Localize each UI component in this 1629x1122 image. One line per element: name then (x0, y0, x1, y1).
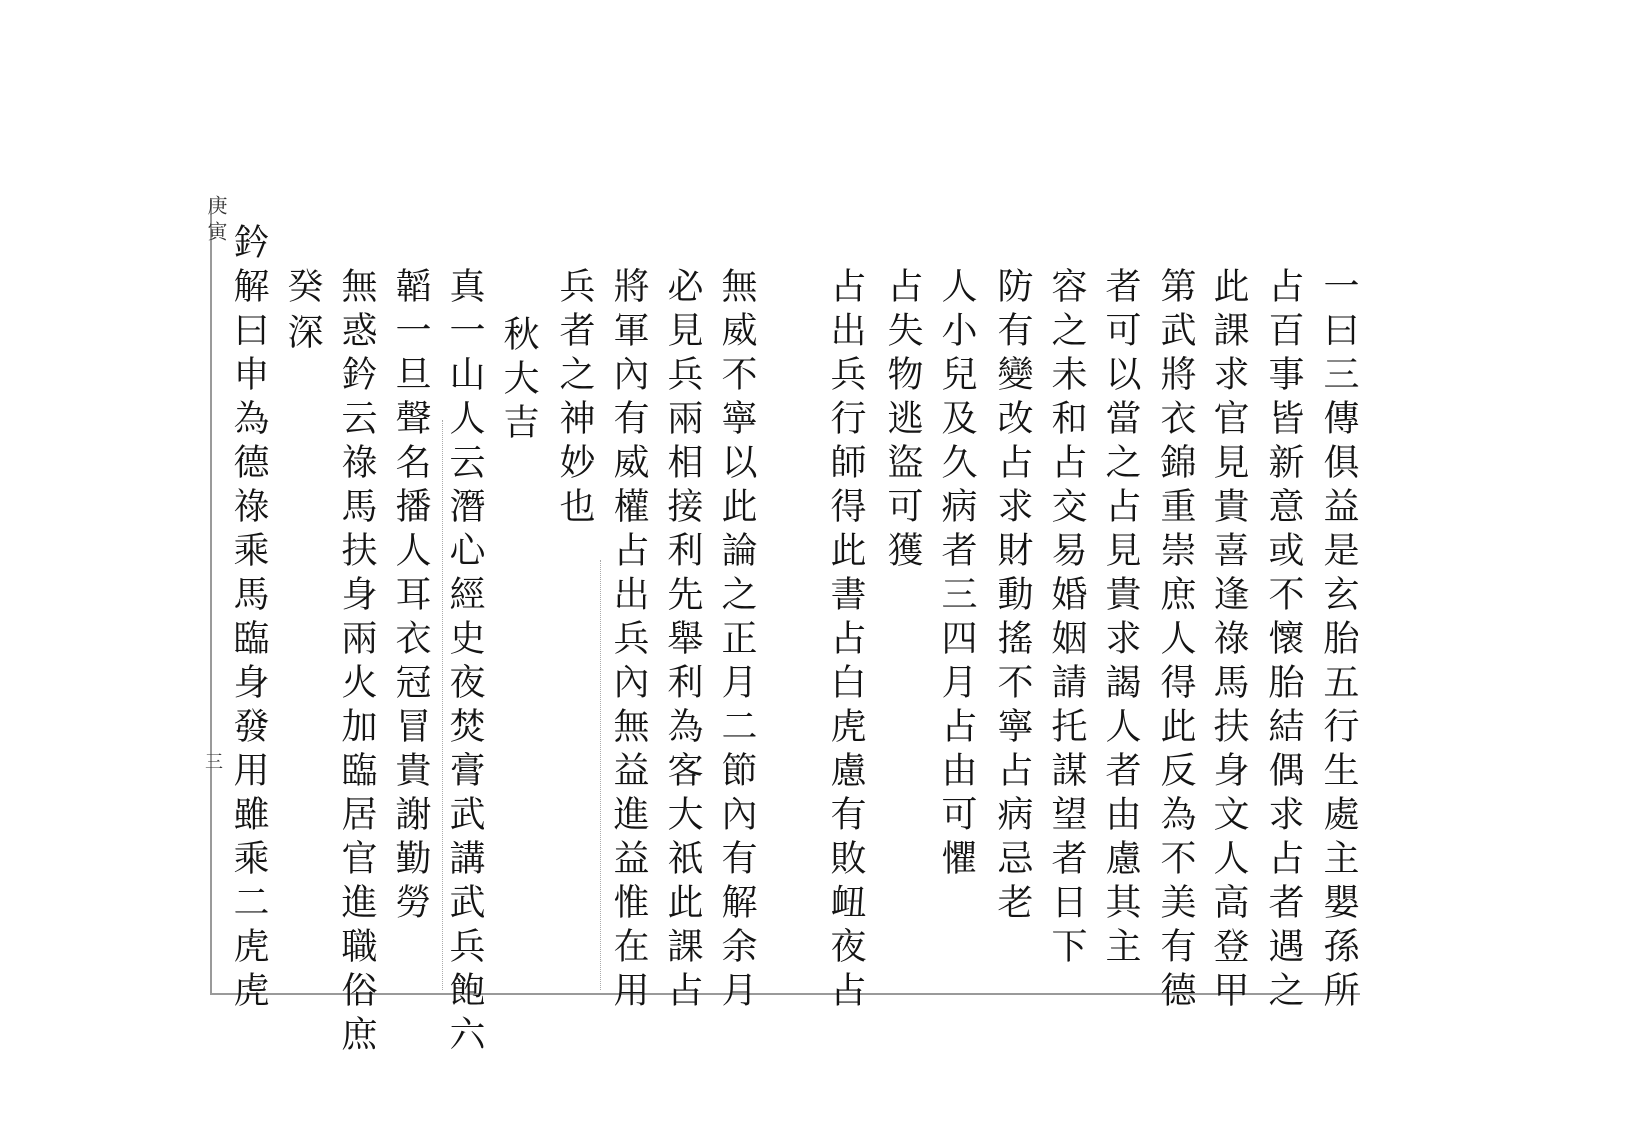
text-column-14: 兵者之神妙也 (554, 267, 595, 531)
text-column-6: 容之未和占交易婚姻請托謀望者日下 (1046, 267, 1087, 971)
text-column-8: 人小兒及久病者三四月占由可懼 (936, 267, 977, 883)
text-column-5: 者可以當之占見貴求謁人者由慮其主 (1100, 267, 1141, 971)
text-column-17: 韜一旦聲名播人耳衣冠冒貴謝勤勞 (390, 267, 431, 927)
text-column-4: 第武將衣錦重崇庶人得此反為不美有德 (1155, 267, 1196, 1015)
text-column-12: 必見兵兩相接利先舉利為客大祇此課占 (662, 267, 703, 1015)
text-column-1: 一曰三傳俱益是玄胎五行生處主嬰孫所 (1318, 267, 1359, 1015)
text-column-11: 無威不寧以此論之正月二節內有解余月 (716, 267, 757, 1015)
text-column-2: 占百事皆新意或不懷胎結偶求占者遇之 (1263, 267, 1304, 1015)
text-block (212, 195, 1432, 1059)
text-column-13: 將軍內有威權占出兵內無益進益惟在用 (608, 267, 649, 1015)
text-column-18: 無惑鈐云祿馬扶身兩火加臨居官進職俗庶 (336, 267, 377, 1059)
text-column-10: 占出兵行師得此書占白虎慮有敗衄夜占 (825, 267, 866, 1015)
text-column-3: 此課求官見貴喜逢祿馬扶身文人高登甲 (1208, 267, 1249, 1015)
text-column-19: 癸深 (282, 267, 323, 359)
text-column-15: 秋大吉 (498, 315, 539, 447)
text-column-7: 防有變改占求財動搖不寧占病忌老 (992, 267, 1033, 927)
text-column-9: 占失物逃盜可獲 (882, 267, 923, 575)
page-number: 三 (205, 752, 223, 773)
text-column-20: 鈐解曰申為德祿乘馬臨身發用雖乘二虎虎 (228, 223, 269, 1015)
margin-label: 庚寅 (204, 195, 228, 247)
text-column-16: 真一山人云潛心經史夜焚膏武講武兵飽六 (444, 267, 485, 1059)
